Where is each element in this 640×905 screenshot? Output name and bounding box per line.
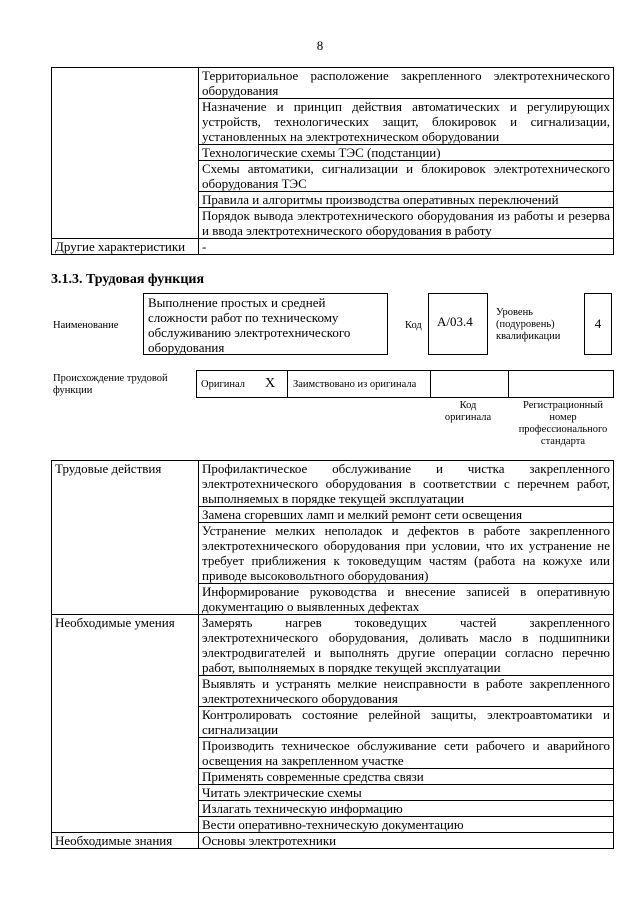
labor-function-table (51, 460, 614, 849)
row-item: Профилактическое обслуживание и чистка закрепленного электротехнического оборудования в соответствии с перечнем работ, выполняемых в порядке текущей эксплуатации (199, 461, 614, 507)
name-label: Наименование (53, 320, 119, 331)
origin-row (196, 370, 614, 398)
row-item: Применять современные средства связи (199, 769, 614, 785)
table-row (52, 833, 614, 849)
page-number: 8 (316, 38, 324, 53)
table-row (52, 239, 614, 255)
row-item: Контролировать состояние релейной защиты, электроавтоматики и сигнализации (199, 707, 614, 738)
function-name-value: Выполнение простых и средней сложности работ по техническому обслуживанию электротехнического оборудования (148, 295, 351, 355)
row-item: Читать электрические схемы (199, 785, 614, 801)
row-label: Другие характеристики (52, 239, 199, 255)
origin-divider-1 (287, 371, 288, 397)
origin-divider-2 (430, 371, 431, 397)
row-label (52, 68, 199, 239)
level-value: 4 (594, 316, 602, 331)
row-item: Информирование руководства и внесение записей в оперативную документацию о выявленных дефектах (199, 584, 614, 615)
row-item: Излагать техническую информацию (199, 801, 614, 817)
row-item: - (199, 239, 614, 255)
origin-label: Происхождение трудовой функции (53, 373, 168, 396)
level-box (584, 293, 612, 355)
function-name-box (143, 293, 388, 355)
knowledge-table-continued (51, 67, 614, 255)
table-row (52, 461, 614, 507)
code-box (428, 293, 488, 355)
code-value: А/03.4 (437, 314, 473, 329)
table-row (52, 68, 614, 99)
origin-divider-3 (508, 371, 509, 397)
row-item: Замерять нагрев токоведущих частей закрепленного электротехнического оборудования, доливать масло в подшипники электродвигателей и выполнять другие операции согласно перечню работ, выполняемых в порядке текущей эксплуатации (199, 615, 614, 676)
row-item: Правила и алгоритмы производства оперативных переключений (199, 192, 614, 208)
row-item: Замена сгоревших ламп и мелкий ремонт сети освещения (199, 507, 614, 523)
row-item: Устранение мелких неполадок и дефектов в работе закрепленного электротехнического оборудования при условии, что их устранение не требует приближения к токоведущим частям (работа на кожухе или приводе высоковольтного оборудования) (199, 523, 614, 584)
row-item: Производить техническое обслуживание сети рабочего и аварийного освещения на закрепленном участке (199, 738, 614, 769)
row-item: Выявлять и устранять мелкие неисправности в работе закрепленного электротехнического оборудования (199, 676, 614, 707)
row-item: Вести оперативно-техническую документацию (199, 817, 614, 833)
section-title: 3.1.3. Трудовая функция (51, 272, 205, 287)
row-item: Технологические схемы ТЭС (подстанции) (199, 145, 614, 161)
row-item: Территориальное расположение закрепленного электротехнического оборудования (199, 68, 614, 99)
row-label: Трудовые действия (52, 461, 199, 615)
table-row (52, 615, 614, 676)
origin-code-caption: Код оригинала (444, 400, 492, 423)
row-label: Необходимые умения (52, 615, 199, 833)
code-label: Код (405, 320, 422, 331)
reg-number-caption: Регистрационный номер профессионального стандарта (518, 400, 608, 447)
row-item: Порядок вывода электротехнического оборудования из работы и резерва и ввода электротехнического оборудования в работу (199, 208, 614, 239)
row-item: Схемы автоматики, сигнализации и блокировок электротехнического оборудования ТЭС (199, 161, 614, 192)
original-mark: X (265, 376, 276, 391)
row-item: Назначение и принцип действия автоматических и регулирующих устройств, технологических защит, блокировок и сигнализации, установленных на электротехническом оборудовании (199, 99, 614, 145)
row-label: Необходимые знания (52, 833, 199, 849)
original-label: Оригинал (201, 379, 245, 390)
level-label: Уровень (подуровень) квалификации (496, 307, 561, 342)
row-item: Основы электротехники (199, 833, 614, 849)
borrowed-label: Заимствовано из оригинала (293, 379, 417, 390)
